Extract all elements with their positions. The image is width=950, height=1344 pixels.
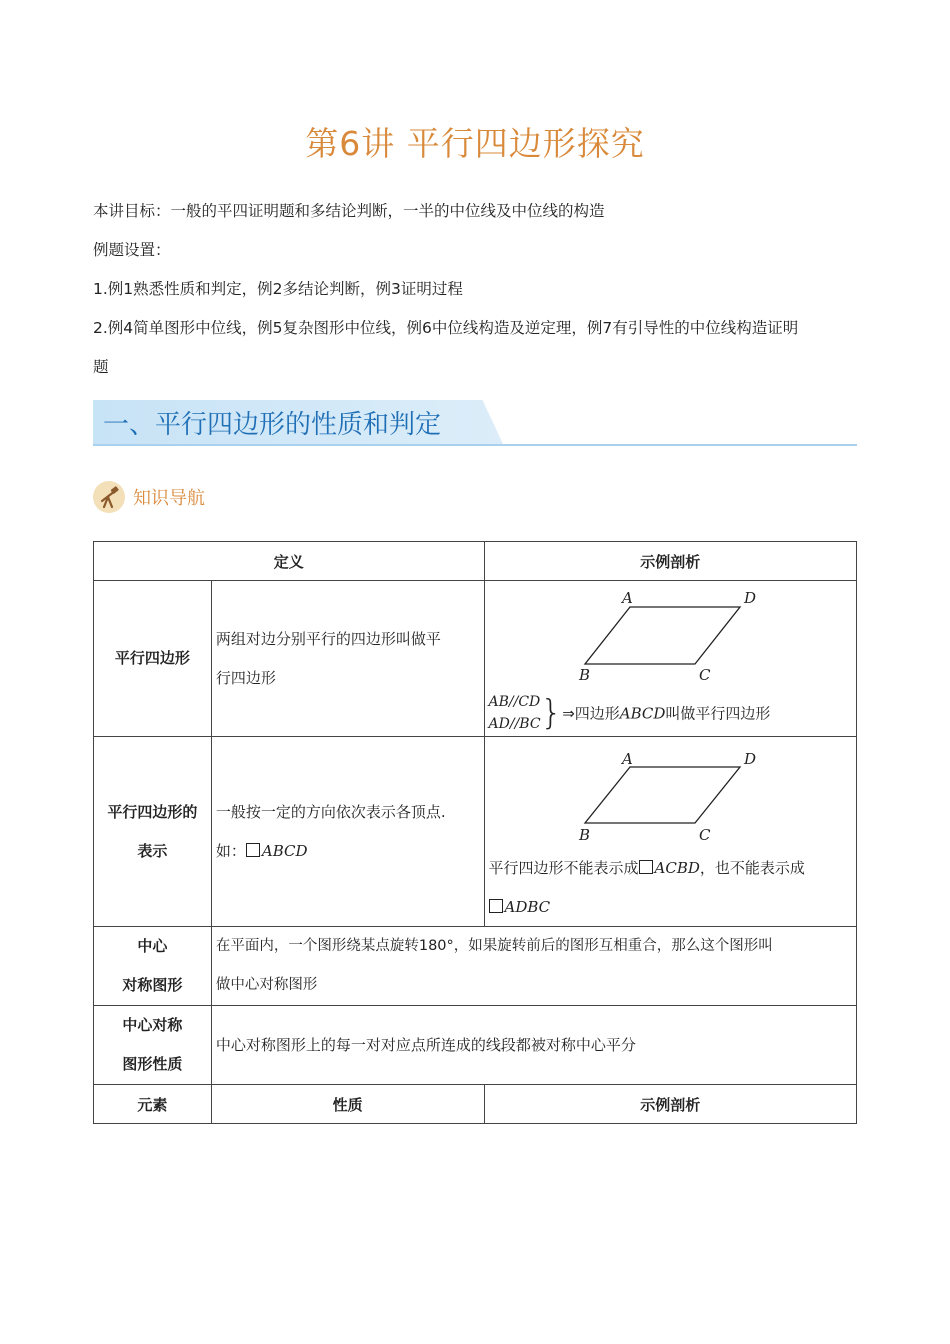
vertex-label-c: C	[698, 826, 710, 844]
row-description-line1: 两组对边分别平行的四边形叫做平	[215, 629, 441, 648]
condition-line2: AD//BC	[488, 716, 541, 732]
row-name-line2: 对称图形	[122, 976, 183, 994]
row-name	[94, 927, 212, 1006]
conclusion-math: ABCD	[619, 704, 666, 723]
brace-symbol: }	[540, 693, 563, 733]
footer-example: 示例剖析	[484, 1085, 856, 1124]
section-heading: 一、平行四边形的性质和判定	[103, 410, 442, 440]
vertex-label-c: C	[698, 666, 710, 684]
table-row	[94, 581, 857, 737]
table-row	[94, 737, 857, 927]
page-title: 第6讲 平行四边形探究	[305, 124, 645, 163]
table-footer-row	[94, 1085, 857, 1124]
parallelogram-symbol-icon	[489, 899, 503, 913]
row-description-math: ABCD	[261, 841, 308, 860]
conclusion-suffix: 叫做平行四边形	[665, 704, 771, 723]
row-name-line2: 图形性质	[122, 1055, 183, 1073]
note-prefix: 平行四边形不能表示成	[488, 859, 639, 877]
row-description-line2: 做中心对称图形	[215, 977, 318, 993]
row-name-line1: 平行四边形的	[107, 802, 198, 821]
condition-line1: AB//CD	[488, 694, 541, 710]
footer-property: 性质	[211, 1085, 484, 1124]
intro-goal: 本讲目标：一般的平四证明题和多结论判断，一半的中位线及中位线的构造	[93, 202, 605, 220]
intro-item-1: 1.例1熟悉性质和判定，例2多结论判断，例3证明过程	[93, 280, 463, 298]
table-row	[94, 927, 857, 1006]
row-name	[94, 1006, 212, 1085]
parallelogram-diagram	[485, 591, 858, 691]
footer-element: 元素	[94, 1085, 212, 1124]
note-mid: ，也不能表示成	[699, 859, 805, 877]
row-name: 平行四边形	[94, 581, 212, 737]
row-description-line1: 一般按一定的方向依次表示各顶点.	[215, 802, 446, 821]
row-name-line1: 中心	[137, 937, 168, 955]
intro-item-2-line1: 2.例4简单图形中位线，例5复杂图形中位线，例6中位线构造及逆定理，例7有引导性的中位线构造证明	[93, 319, 799, 337]
note-math-1: ACBD	[654, 859, 700, 877]
row-name-line1: 中心对称	[122, 1016, 183, 1034]
parallelogram-symbol-icon	[639, 860, 653, 874]
row-name	[94, 737, 212, 927]
knowledge-nav-label: 知识导航	[133, 488, 205, 509]
parallel-condition	[489, 691, 854, 735]
row-description-prefix: 如：	[215, 841, 246, 860]
intro-setting-label: 例题设置：	[93, 241, 171, 259]
vertex-label-d: D	[743, 591, 756, 607]
section-banner-underline	[93, 444, 857, 446]
row-description	[211, 927, 856, 1006]
telescope-icon	[93, 481, 125, 513]
table-header-row	[94, 542, 857, 581]
representation-note	[489, 849, 854, 927]
example-cell	[484, 737, 856, 927]
header-example: 示例剖析	[484, 542, 856, 581]
intro-block	[93, 192, 863, 387]
conclusion	[562, 705, 770, 723]
row-description-line2: 行四边形	[215, 668, 276, 687]
table-row	[94, 1006, 857, 1085]
note-math-2: ADBC	[504, 898, 551, 916]
intro-item-2	[93, 309, 863, 387]
row-name-line2: 表示	[137, 841, 168, 860]
vertex-label-a: A	[621, 753, 633, 768]
parallelogram-symbol-icon	[246, 843, 260, 857]
vertex-label-d: D	[743, 753, 756, 768]
header-definition: 定义	[94, 542, 485, 581]
row-description	[211, 737, 484, 927]
vertex-label-a: A	[621, 591, 633, 607]
conclusion-prefix: ⇒四边形	[562, 704, 620, 723]
section-banner	[93, 400, 857, 446]
row-description-line1: 在平面内，一个图形绕某点旋转180°，如果旋转前后的图形互相重合，那么这个图形叫	[215, 938, 773, 954]
knowledge-table	[93, 541, 857, 1124]
parallelogram-diagram	[485, 753, 858, 853]
intro-item-2-line2: 题	[93, 358, 109, 376]
row-description	[211, 581, 484, 737]
example-cell	[484, 581, 856, 737]
vertex-label-b: B	[578, 666, 590, 684]
vertex-label-b: B	[578, 826, 590, 844]
row-description: 中心对称图形上的每一对对应点所连成的线段都被对称中心平分	[211, 1006, 856, 1085]
